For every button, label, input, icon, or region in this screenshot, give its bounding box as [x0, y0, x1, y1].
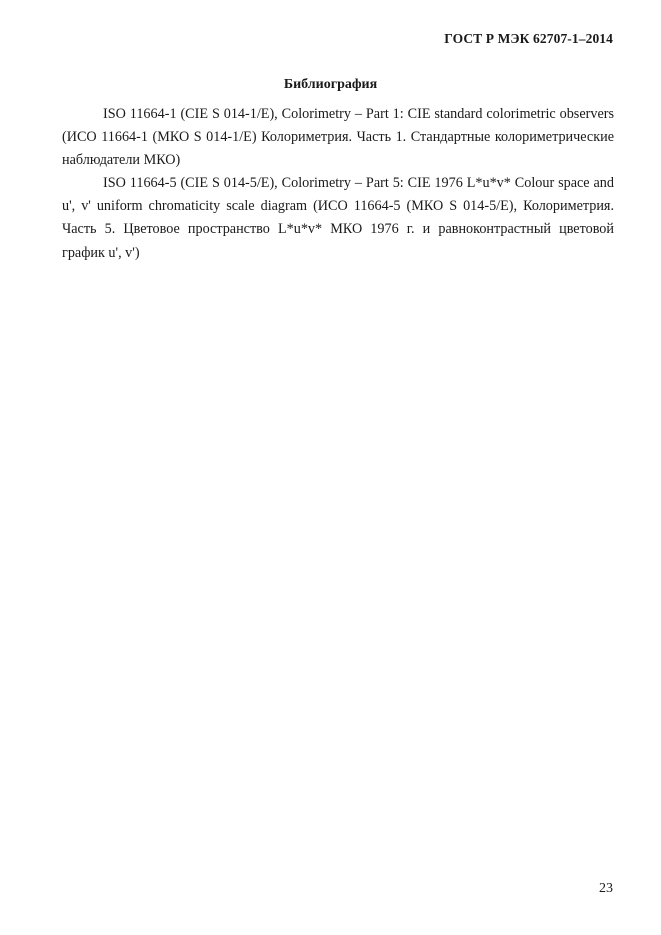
- document-header: ГОСТ Р МЭК 62707-1–2014: [444, 31, 613, 46]
- bibliography-entry: ISO 11664-1 (CIE S 014-1/E), Colorimetry – Part 1: CIE standard colorimetric observers (ИСО 11664-1 (МКО S 014-1/E) Колориметрия. Часть 1. Стандартные колориметрические наблюдатели МКО): [62, 106, 614, 169]
- bibliography-entry: ISO 11664-5 (CIE S 014-5/E), Colorimetry – Part 5: CIE 1976 L*u*v* Colour space and u', v' uniform chromaticity scale diagram (ИСО 11664-5 (МКО S 014-5/E), Колориметрия. Часть 5. Цветовое пространство L*u*v* МКО 1976 г. и равноконтрастный цветовой график u', v'): [62, 175, 614, 261]
- bibliography-list: [62, 103, 614, 265]
- bibliography-title: Библиография: [283, 77, 378, 92]
- page-number: 23: [599, 881, 613, 896]
